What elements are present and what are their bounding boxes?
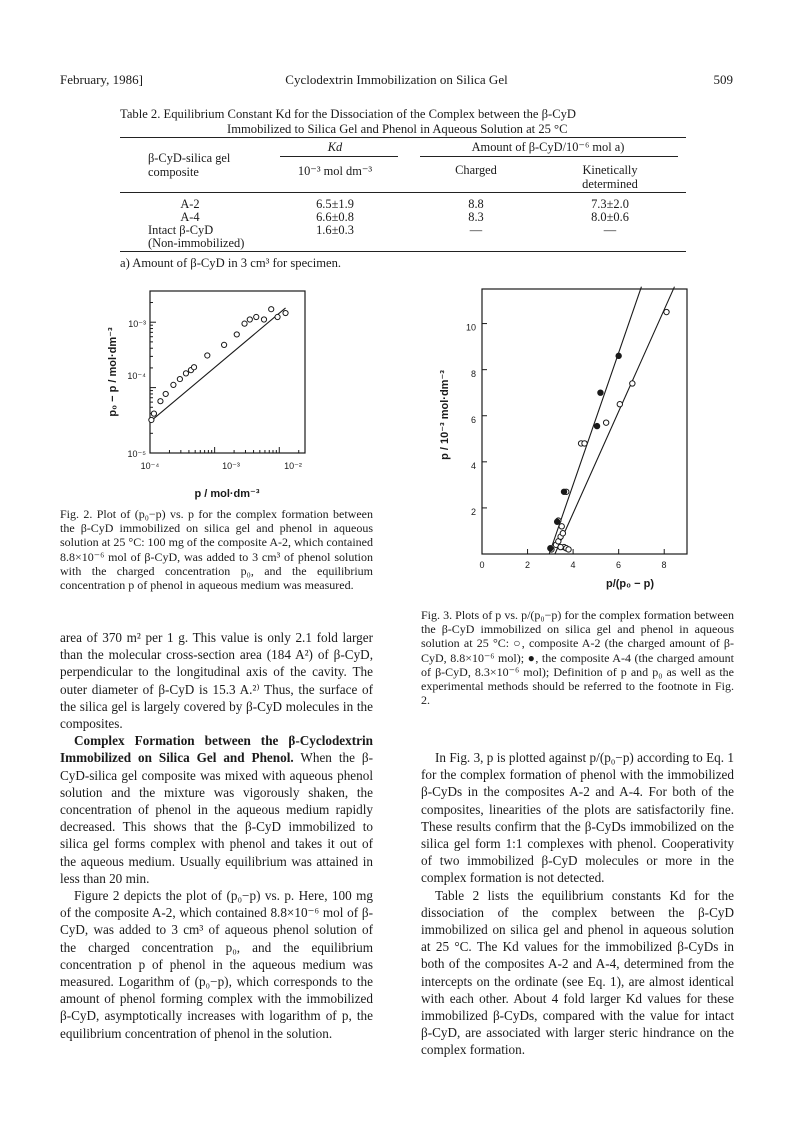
- fig3-data-point-open: [582, 441, 587, 446]
- fig3-data-point-filled: [561, 489, 566, 494]
- fig3-x-tick-label: 0: [479, 560, 485, 570]
- fig2-data-point: [234, 332, 239, 337]
- fig2-axes-frame: [150, 291, 305, 453]
- table-rule-top: [120, 137, 686, 138]
- table-cell-kd: 6.6±0.8: [316, 210, 354, 224]
- table-cell-kd: 1.6±0.3: [316, 223, 354, 237]
- fig3-data-point-filled: [554, 519, 559, 524]
- fig2-x-axis-label: p / mol·dm⁻³: [194, 488, 260, 500]
- fig3-chart: [420, 285, 700, 615]
- table-row-name: A-4: [180, 210, 200, 224]
- paragraph: Figure 2 depicts the plot of (p₀−p) vs. p. Here, 100 mg of the composite A-2, which contained 8.8×10⁻⁶ mol of β-CyD, was added to 3 cm³ of aqueous phenol solution of the charged concentration p₀, and the equilibrium concentration p of phenol in the aqueous medium was measured. Logarithm of (p₀−p), which corresponds to the amount of phenol forming complex with the immobilized β-CyD, asymptotically increases with logarithm of p, the equilibrium concentration of phenol in the solution.: [60, 888, 373, 1041]
- fig2-data-point: [247, 317, 252, 322]
- fig3-data-point-filled: [598, 390, 603, 395]
- table-rule-bottom: [120, 251, 686, 252]
- paragraph-with-heading: [60, 732, 373, 887]
- fig3-fit-line: [549, 287, 641, 554]
- fig3-data-point-open: [664, 309, 669, 314]
- fig2-data-point: [183, 371, 188, 376]
- col-header-kd-rule: [280, 156, 398, 157]
- fig3-y-tick-label: 4: [470, 461, 476, 471]
- fig3-fit-line: [555, 287, 675, 554]
- col-header-kinetic-a: Kinetically: [582, 163, 638, 177]
- col-header-amount: Amount of β-CyD/10⁻⁶ mol a): [471, 140, 625, 154]
- fig2-caption: Fig. 2. Plot of (p₀−p) vs. p for the complex formation between the β-CyD immobilized on silica gel and phenol in aqueous solution at 25 °C: 100 mg of the composite A-2, which contained 8.8×10⁻⁶ mol of β-CyD, was added to 3 cm³ of phenol solution with the charged concentration p₀, and the equilibrium concentration p of phenol in aqueous medium was measured.: [60, 507, 373, 593]
- fig3-y-tick-label: 6: [470, 414, 476, 425]
- fig2-x-tick-label: 10⁻⁴: [140, 461, 160, 471]
- table-row-name: A-2: [180, 197, 200, 211]
- paragraph: In Fig. 3, p is plotted against p/(p₀−p) according to Eq. 1 for the complex formation of phenol with the immobilized β-CyDs in the composites A-2 and A-4. For both of the composites, linearities of the plots are satisfactorily fine. These results confirm that the β-CyDs immobilized on the silica gel form 1:1 complexes with phenol. Cooperativity of two immobilized β-CyD molecules or more in the complex formation is not detected.: [421, 750, 734, 886]
- fig3-data-point-open: [559, 524, 564, 529]
- fig2-data-point: [283, 310, 288, 315]
- table-title-line2: Immobilized to Silica Gel and Phenol in Aqueous Solution at 25 °C: [227, 122, 568, 136]
- table-footnote: a) Amount of β-CyD in 3 cm³ for specimen.: [120, 256, 342, 270]
- table-row-name-extra: (Non-immobilized): [148, 236, 245, 250]
- fig3-data-point-filled: [616, 353, 621, 358]
- fig2-fit-line: [152, 308, 285, 420]
- fig2-data-point: [275, 314, 280, 319]
- fig2-x-tick-label: 10⁻²: [284, 461, 302, 471]
- fig2-data-point: [151, 411, 156, 416]
- fig2-data-point: [269, 307, 274, 312]
- col-header-kd: Kd: [327, 140, 343, 154]
- fig3-x-tick-label: 2: [524, 560, 531, 570]
- fig3-data-point-open: [630, 381, 635, 386]
- col-header-amount-rule: [420, 156, 678, 157]
- table: [120, 137, 686, 251]
- fig2-data-point: [261, 317, 266, 322]
- fig2-data-point: [205, 353, 210, 358]
- fig2-y-tick-label: 10⁻³: [128, 319, 146, 329]
- fig3-data-point-open: [558, 544, 563, 549]
- table-cell-kinetic: 7.3±2.0: [591, 197, 629, 211]
- fig2-y-tick-label: 10⁻⁴: [127, 371, 146, 381]
- header-page-number: 509: [713, 72, 733, 87]
- table-title-line1: Table 2. Equilibrium Constant Kd for the Dissociation of the Complex between the β-CyD: [120, 107, 577, 121]
- fig2-data-point: [171, 382, 176, 387]
- fig3-x-axis-label: p/(p₀ − p): [605, 578, 655, 590]
- table-row-name: Intact β-CyD: [148, 223, 214, 237]
- fig3-x-tick-label: 6: [615, 560, 622, 570]
- fig3-caption: Fig. 3. Plots of p vs. p/(p₀−p) for the complex formation between the β-CyD immobilized on silica gel and phenol in aqueous solution at 25 °C: ○, composite A-2 (the charged amount of β-CyD, 8.8×10⁻⁶ mol); ●, the composite A-4 (the charged amount of β-CyD, 8.3×10⁻⁶ mol); Definition of p and p₀ as well as the experimental methods should be referred to the footnote in Fig. 2.: [421, 608, 734, 708]
- table-title: [120, 107, 680, 137]
- left-column: [60, 629, 373, 1042]
- section-heading: Complex Formation between the β-Cyclodextrin Immobilized on Silica Gel and Phenol.: [60, 733, 373, 766]
- fig2-y-axis-label: p₀ − p / mol·dm⁻³: [107, 327, 119, 417]
- paragraph-text: When the β-CyD-silica gel composite was mixed with aqueous phenol solution and the mixture was vigorously shaken, the concentration of phenol in the aqueous medium rapidly decreased. This shows that the β-CyD immobilized to silica gel forms complex with phenol and takes it out of the aqueous medium. Usually equilibrium was attained in less than 20 min.: [60, 750, 373, 886]
- fig2-chart: [100, 283, 310, 503]
- table-cell-charged: 8.3: [468, 210, 484, 224]
- table-cell-kd: 6.5±1.9: [316, 197, 354, 211]
- col-header-composite-b: composite: [148, 165, 199, 179]
- col-header-kinetic-b: determined: [582, 177, 638, 191]
- fig2-data-point: [191, 365, 196, 370]
- fig3-x-tick-label: 8: [661, 560, 667, 570]
- fig3-data-point-filled: [548, 546, 553, 551]
- fig2-data-point: [158, 399, 163, 404]
- fig3-y-tick-label: 8: [470, 368, 476, 379]
- fig3-y-axis-label: p / 10⁻³ mol·dm⁻³: [439, 370, 451, 460]
- fig3-data-point-open: [603, 420, 608, 425]
- fig2-data-point: [221, 342, 226, 347]
- header-date: February, 1986]: [60, 72, 143, 87]
- fig3-data-point-open: [560, 531, 565, 536]
- fig3-y-tick-label: 2: [470, 507, 476, 518]
- fig2-x-tick-label: 10⁻³: [222, 461, 240, 471]
- fig3-data-point-filled: [594, 423, 599, 428]
- fig2-data-point: [177, 376, 182, 381]
- table-rule-mid: [120, 192, 686, 193]
- fig2-y-tick-label: 10⁻⁵: [127, 449, 146, 459]
- paragraph: area of 370 m² per 1 g. This value is only 2.1 fold larger than the molecular cross-section area (184 A²) of β-CyD, perpendicular to the longitudinal axis of the cavity. The outer diameter of β-CyD is 15.3 A.²⁾ Thus, the surface of the silica gel is largely covered by β-CyD molecules in the composites.: [60, 630, 373, 732]
- right-column: [421, 749, 734, 1059]
- table-cell-kinetic: 8.0±0.6: [591, 210, 629, 224]
- fig3-y-tick-label: 10: [465, 322, 476, 333]
- table-cell-charged: 8.8: [468, 197, 484, 211]
- col-header-charged: Charged: [455, 163, 497, 177]
- table-cell-kinetic: —: [603, 223, 617, 237]
- fig3-data-point-open: [617, 402, 622, 407]
- fig2-data-point: [254, 314, 259, 319]
- fig3-data-point-open: [566, 547, 571, 552]
- header-running-title: Cyclodextrin Immobilization on Silica Gel: [285, 72, 508, 87]
- col-header-kd-unit: 10⁻³ mol dm⁻³: [297, 164, 373, 178]
- fig3-x-tick-label: 4: [570, 560, 576, 570]
- fig2-data-point: [149, 417, 154, 422]
- fig2-data-point: [163, 391, 168, 396]
- col-header-composite-a: β-CyD-silica gel: [148, 151, 231, 165]
- table-cell-charged: —: [469, 223, 483, 237]
- paragraph: Table 2 lists the equilibrium constants Kd for the dissociation of the complex between the β-CyD immobilized on silica gel and phenol in aqueous solution at 25 °C. The Kd values for the immobilized β-CyDs in both of the composites A-2 and A-4, determined from the intercepts on the ordinate (see Eq. 1), are almost identical with each other. About 4 fold larger Kd values for these immobilized β-CyDs, compared with the value for intact β-CyD, are associated with larger steric hindrance on the complex formation.: [421, 887, 734, 1058]
- fig2-data-point: [242, 321, 247, 326]
